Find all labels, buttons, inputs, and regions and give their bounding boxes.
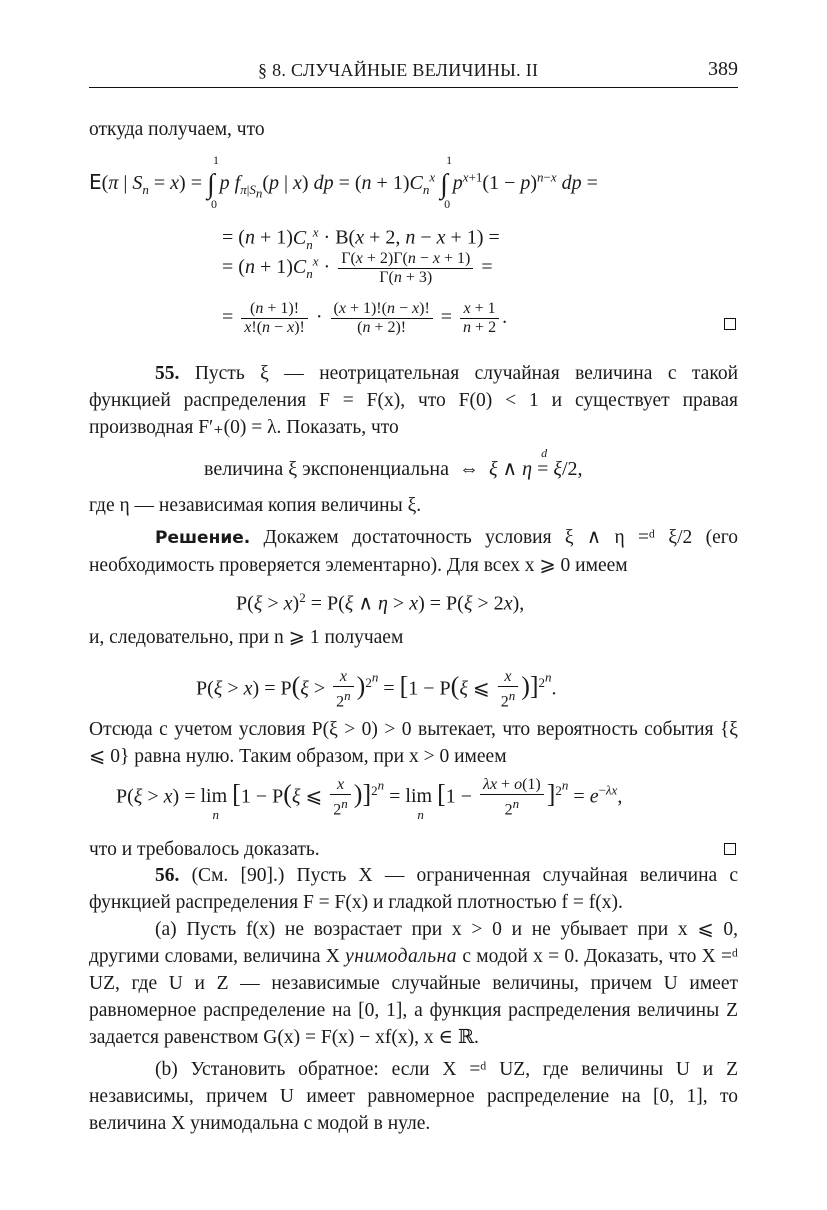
problem-55-number: 55.	[155, 363, 180, 384]
solution-text: Докажем достаточность условия ξ ∧ η =ᵈ ξ/2 (его необходимость проверяется элементарно). Для всех x ⩾ 0 имеем	[89, 527, 739, 576]
problem-56-number: 56.	[155, 865, 180, 886]
part-a-text-2: с модой x = 0. Доказать, что X =ᵈ UZ, где U и Z — независимые случайные величины, причем U имеет равномерное распределение на [0, 1], а функция распределения величины Z задается равенством G(x) = F(x) − xf(x), x ∈ ℝ.	[89, 946, 739, 1048]
problem-56-text: (См. [90].) Пусть X — ограниченная случайная величина с функцией распределения F = F(x) и гладкой плотностью f = f(x).	[89, 865, 738, 913]
problem-55-copy-note: где η — независимая копия величины ξ.	[89, 495, 422, 516]
problem-56-statement	[89, 862, 738, 916]
running-header-title: § 8. СЛУЧАЙНЫЕ ВЕЛИЧИНЫ. II	[258, 60, 539, 80]
problem-55-conclusion: что и требовалось доказать.	[89, 839, 320, 860]
equation-exponential-label: величина ξ экспоненциальна	[204, 458, 449, 480]
qed-box-2	[724, 843, 736, 855]
header-rule	[89, 87, 738, 88]
problem-55-solution	[89, 524, 738, 579]
problem-55-consequence: Отсюда с учетом условия P(ξ > 0) > 0 вытекает, что вероятность события {ξ ⩽ 0} равна нулю. Таким образом, при x > 0 имеем	[89, 719, 738, 767]
equation-exponential-equivalence: величина ξ экспоненциальна ⇔ ξ ∧ η d = ξ/2,	[204, 446, 583, 480]
equation-min-probability: P(ξ > x)$^2$ = P(ξ ∧ η > x) = P(ξ > 2x),	[236, 590, 525, 615]
intro-line: откуда получаем, что	[89, 119, 265, 140]
equation-limit: P(ξ > x) = lim n [1 − P(ξ ⩽ $\frac{x}{2^n}$ )]$^{2^n}$ = lim n [1 − $\frac{\lambda x + o(1)}{2^n}$ ]$^{2^n} = e^{-\lambda x}$,	[116, 776, 623, 823]
equation-expectation-line-4: = $\frac{(n + 1)!}{x!(n - x)!}$ · $\frac{(x + 1)!(n - x)!}{(n + 2)!}$ = $\frac{x + 1}{n + 2}$ .	[222, 300, 508, 336]
problem-55-text: Пусть ξ — неотрицательная случайная величина с такой функцией распределения F = F(x), что F(0) < 1 и существует правая производная F′₊(0) = λ. Показать, что	[89, 363, 738, 438]
problem-55-statement	[89, 360, 738, 441]
equation-expectation-line-3: = $(n + 1)C_n^x$ · $\frac{\Gamma(x + 2)\Gamma(n - x + 1)}{\Gamma(n + 3)}$ =	[222, 250, 493, 286]
part-a-unimodal: унимодальна	[345, 946, 458, 967]
page-number: 389	[708, 58, 738, 80]
qed-box-1	[724, 318, 736, 330]
problem-55-consequently: и, следовательно, при n ⩾ 1 получаем	[89, 627, 404, 648]
equation-expectation-line-2: = $(n + 1)C_n^x \cdot B(x + 2$, n − x + 1) =	[222, 224, 500, 252]
equation-power-probability: P(ξ > x) = P(ξ > $\frac{x}{2^n}$ )$^{2^n}$ = [1 − P(ξ ⩽ $\frac{x}{2^n}$ )]$^{2^n}$.	[196, 668, 557, 711]
solution-label: Решение.	[155, 528, 251, 548]
equation-expectation-line-1: E(π | $S_n = x$) = ∫ 1 0 p $f_{\pi|S_n}(p$ | x) dp = $(n + 1)C_n^x$ ∫ 1 0 $p^{x+1}(1 - p)^{n-x}$ dp =	[89, 153, 598, 211]
problem-56-part-a	[89, 916, 738, 1051]
part-a-text-1: (a) Пусть f(x) не возрастает при x > 0 и не убывает при x ⩽ 0, другими словами, величина X	[89, 919, 738, 967]
problem-56-part-b: (b) Установить обратное: если X =ᵈ UZ, где величины U и Z независимы, причем U имеет равномерное распределение на [0, 1], то величина X унимодальна с модой в нуле.	[89, 1059, 738, 1134]
